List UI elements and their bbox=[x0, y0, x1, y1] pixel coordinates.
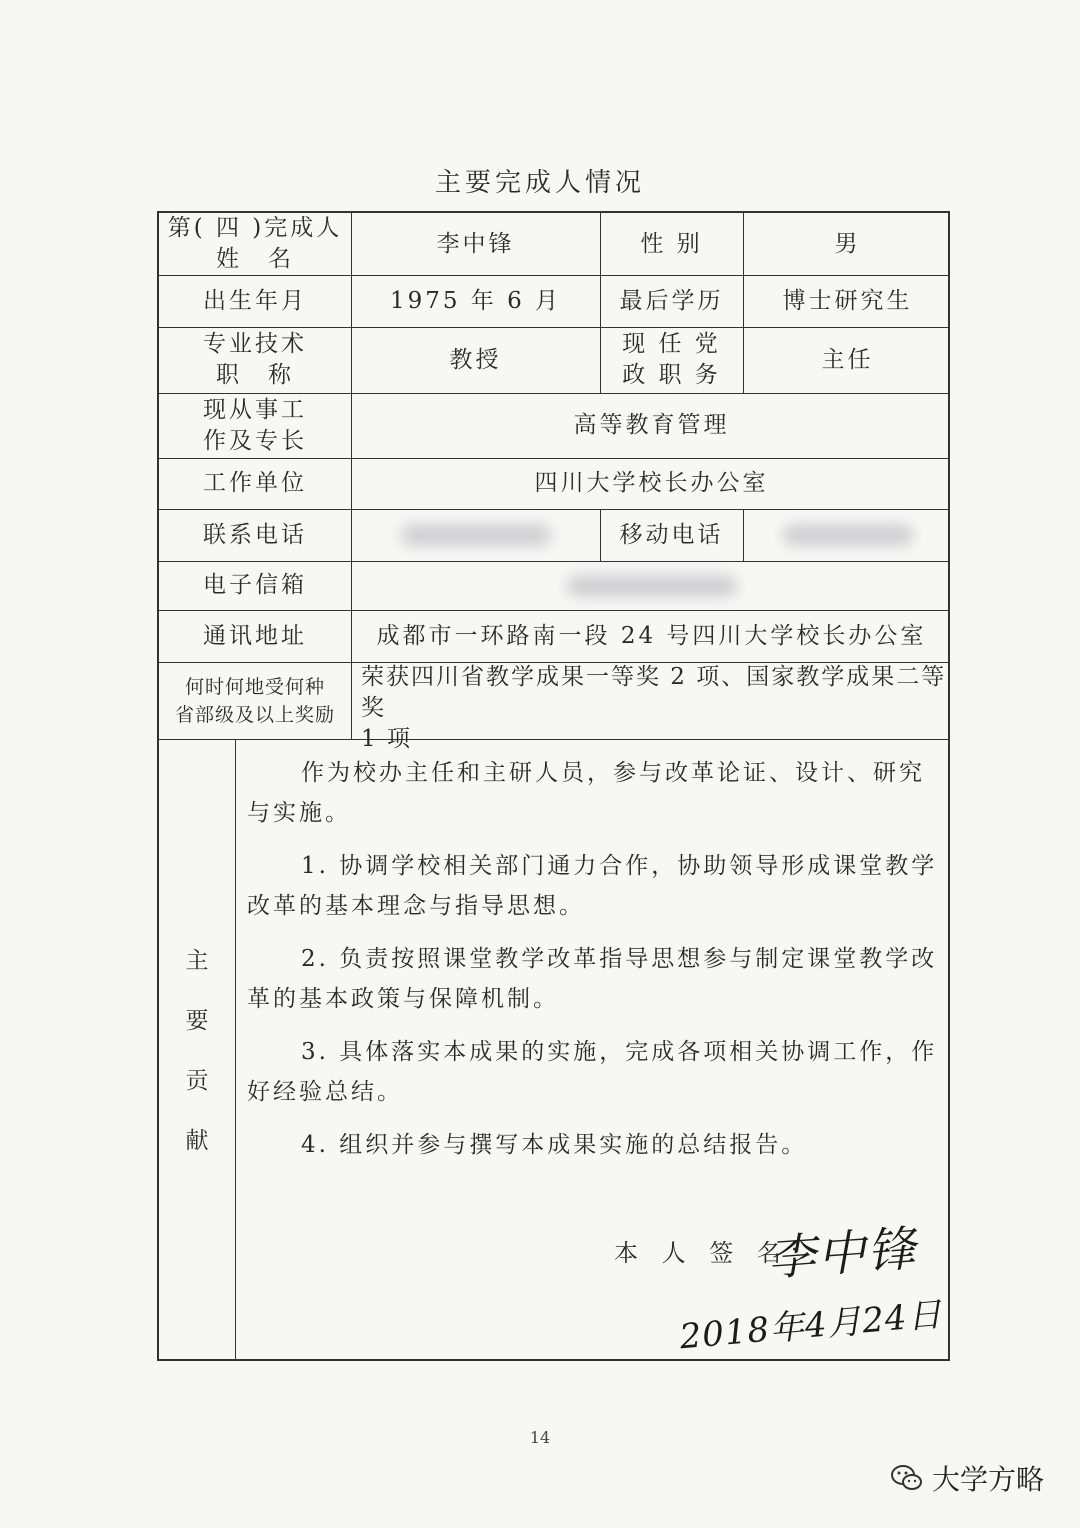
contribution-text bbox=[247, 753, 939, 1178]
work-specialty-value: 高等教育管理 bbox=[573, 412, 730, 438]
gender-label: 性 别 bbox=[640, 230, 703, 257]
signature-date: 2018年4月24日 bbox=[678, 1294, 944, 1358]
education-label: 最后学历 bbox=[619, 287, 724, 314]
label-line: 第( 四 )完成人 bbox=[167, 215, 343, 241]
label-char: 贡 bbox=[185, 1067, 209, 1094]
professional-title-label bbox=[159, 327, 351, 393]
phone-label: 联系电话 bbox=[203, 521, 307, 548]
awards-label bbox=[159, 662, 351, 739]
mobile-label: 移动电话 bbox=[619, 521, 724, 548]
email-label: 电子信箱 bbox=[203, 572, 307, 598]
awards-line: 荣获四川省教学成果一等奖 2 项、国家教学成果二等奖 bbox=[361, 664, 947, 721]
contribution-paragraph: 2. 负责按照课堂教学改革指导思想参与制定课堂教学改革的基本政策与保障机制。 bbox=[247, 946, 938, 1012]
work-unit-value: 四川大学校长办公室 bbox=[534, 470, 769, 496]
redaction-blur bbox=[783, 524, 913, 546]
awards-line: 1 项 bbox=[361, 726, 412, 752]
contribution-paragraph: 4. 组织并参与撰写本成果实施的总结报告。 bbox=[301, 1132, 808, 1158]
label-char: 主 bbox=[185, 947, 209, 974]
phone-value-redacted bbox=[351, 509, 600, 561]
page-number: 14 bbox=[529, 1428, 551, 1447]
contribution-paragraph: 3. 具体落实本成果的实施，完成各项相关协调工作，作好经验总结。 bbox=[247, 1039, 938, 1105]
redaction-blur bbox=[567, 575, 737, 597]
email-value-redacted bbox=[351, 561, 952, 610]
main-contribution-label bbox=[159, 740, 235, 1361]
education-value: 博士研究生 bbox=[782, 287, 913, 314]
label-line: 政 职 务 bbox=[622, 362, 721, 388]
awards-value bbox=[351, 662, 952, 752]
label-line: 何时何地受何种 bbox=[184, 675, 325, 698]
completer-name-label bbox=[159, 213, 351, 275]
label-line: 职 称 bbox=[216, 362, 294, 388]
professional-title-value: 教授 bbox=[449, 346, 502, 373]
party-post-label bbox=[600, 327, 743, 393]
birth-value: 1975 年 6 月 bbox=[389, 287, 562, 314]
party-post-value: 主任 bbox=[821, 346, 874, 373]
label-char: 要 bbox=[185, 1007, 209, 1034]
document-title: 主要完成人情况 bbox=[434, 168, 645, 198]
label-line: 现 任 党 bbox=[622, 331, 721, 357]
watermark-text: 大学方略 bbox=[932, 1463, 1045, 1496]
name-value: 李中锋 bbox=[436, 230, 515, 257]
wechat-watermark bbox=[890, 1458, 1044, 1498]
address-value: 成都市一环路南一段 24 号四川大学校长办公室 bbox=[376, 622, 927, 649]
gender-value: 男 bbox=[834, 230, 861, 257]
work-unit-label: 工作单位 bbox=[203, 470, 307, 496]
label-line: 专业技术 bbox=[203, 331, 307, 357]
label-char: 献 bbox=[185, 1127, 209, 1154]
contribution-paragraph: 1. 协调学校相关部门通力合作，协助领导形成课堂教学改革的基本理念与指导思想。 bbox=[247, 853, 938, 919]
label-line: 作及专长 bbox=[203, 427, 307, 454]
label-line: 姓 名 bbox=[216, 246, 294, 272]
wechat-icon bbox=[890, 1463, 924, 1493]
contribution-paragraph: 作为校办主任和主研人员，参与改革论证、设计、研究与实施。 bbox=[247, 760, 925, 826]
handwritten-signature: 李中锋 bbox=[765, 1220, 920, 1288]
birth-label: 出生年月 bbox=[203, 287, 307, 314]
label-line: 省部级及以上奖励 bbox=[174, 703, 335, 726]
address-label: 通讯地址 bbox=[203, 622, 307, 649]
mobile-value-redacted bbox=[743, 509, 952, 561]
redaction-blur bbox=[401, 524, 551, 546]
signature-label: 本 人 签 名： bbox=[614, 1239, 821, 1267]
personnel-form bbox=[157, 211, 950, 1361]
work-specialty-label bbox=[159, 393, 351, 458]
label-line: 现从事工 bbox=[203, 396, 307, 423]
